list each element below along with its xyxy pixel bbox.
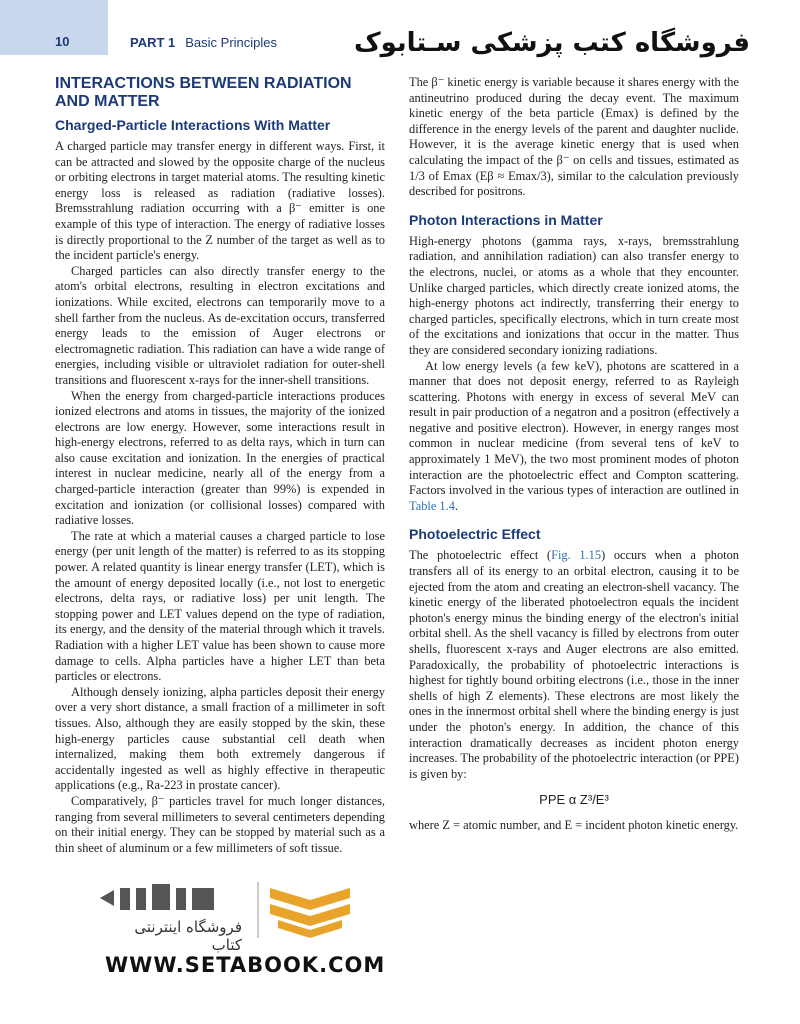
right-column: [409, 75, 739, 834]
left-column: [55, 75, 385, 856]
section-title: INTERACTIONS BETWEEN RADIATION AND MATTER: [55, 75, 352, 110]
paragraph: The β⁻ kinetic energy is variable because it shares energy with the antineutrino produced during the decay event. The maximum kinetic energy of the beta particle (Emax) is defined by the difference in the energy levels of the parent and daughter nuclide. However, it is the average kinetic energy that is used when calculating the impact of the β⁻ on cells and tissues, estimated as 1/3 of Emax (Eβ ≈ Emax/3), similar to the calculation previously described for positrons.: [409, 75, 739, 199]
table-link[interactable]: Table 1.4: [409, 498, 455, 513]
paragraph: Comparatively, β⁻ particles travel for much longer distances, ranging from several millimeters to several centimeters depending on their initial energy. They can be stopped by material such as a thin sheet of aluminum or a few millimeters of soft tissue.: [55, 793, 385, 855]
paragraph: [409, 359, 739, 515]
subheading-photon-interactions: Photon Interactions in Matter: [409, 211, 603, 228]
part-label: PART 1: [130, 35, 176, 50]
part-title: Basic Principles: [185, 35, 278, 50]
paragraph: High-energy photons (gamma rays, x-rays, bremsstrahlung radiation, and annihilation radiation) can also transfer energy to the electrons, nuclei, or atoms as a whole that they encounter. Unlike charged particles, which directly create ionized atoms, the high-energy photons act indirectly, transferring their energy to charged particles, specifically electrons, which in turn create most of the excitations and ionizations that occur in the matter. Thus they are considered secondary ionizing radiations.: [409, 233, 739, 357]
paragraph-text: The photoelectric effect (: [409, 548, 552, 563]
paragraph: When the energy from charged-particle interactions produces ionized electrons and atoms in tissues, the majority of the ionized electrons are low energy. However, some interactions result in high-energy electrons, referred to as delta rays, which in turn can also cause excitation and ionization. In the energies of practical interest in nuclear medicine, nearly all of the energy from a charged-particle interaction (greater than 99%) is expended in excitation and ionization (or collisional losses) compared with radiative losses.: [55, 388, 385, 528]
logo-url: WWW.SETABOOK.COM: [105, 953, 386, 977]
subheading-charged-particle: Charged-Particle Interactions With Matter: [55, 117, 331, 133]
paragraph-text: ) occurs when a photon transfers all of its energy to an orbital electron, causing it to be ejected from the atom and creating an electron-shell vacancy. The kinetic energy of the liberated photoelectron equals the incident photon's energy minus the binding energy of the electron's initial orbital shell. As the shell vacancy is filled by electrons from outer shells, fluorescent x-rays and Auger electrons are also emitted. Paradoxically, the probability of photoelectric interactions is highest for tightly bound orbiting electrons (i.e., those in the inner shells of high Z elements). These electrons are most likely the ones in the innermost orbital shell where the binding energy is just under the photon's energy. In addition, the chance of this interaction dramatically decreases as incident photon energy increases. The probability of the photoelectric interaction (or PPE) is given by:: [409, 548, 739, 781]
page-number: 10: [55, 34, 70, 49]
subheading-photoelectric: Photoelectric Effect: [409, 526, 541, 543]
figure-link[interactable]: Fig. 1.15: [551, 548, 602, 563]
paragraph: [409, 548, 739, 782]
logo-caption: فروشگاه اینترنتی کتاب: [134, 918, 242, 954]
page-number-box: [0, 0, 108, 55]
paragraph: where Z = atomic number, and E = incident photon kinetic energy.: [409, 817, 739, 832]
formula: PPE α Z³/E³: [539, 792, 609, 808]
paragraph: Charged particles can also directly transfer energy to the atom's orbital electrons, resulting in electron excitations and ionizations. While excited, electrons can temporarily move to a shell farther from the nucleus. As de-excitation occurs, transferred energy leads to the emission of Auger electrons or electromagnetic radiation. This radiation can have a wide range of energies, including visible or ultraviolet radiation for outer-shell transitions and fluorescent x-rays for the inner-shell transitions.: [55, 263, 385, 387]
paragraph: Although densely ionizing, alpha particles deposit their energy over a very short distance, a small fraction of a millimeter in soft tissues. Also, although they are easily stopped by the skin, these high-energy particles cause substantial cell death when internalized, making them both extremely dangerous if accidentally ingested as well as highly effective in therapeutic applications (e.g., Ra-223 in prostate cancer).: [55, 684, 385, 793]
watermark-title: فروشگاه کتب پزشکی سـتابوک: [353, 28, 750, 58]
paragraph-end: .: [454, 498, 459, 513]
paragraph: The rate at which a material causes a charged particle to lose energy (per unit length of the matter) is referred to as its stopping power. A related quantity is linear energy transfer (LET), which is the amount of energy deposited locally (i.e., not lost to energetic electrons, delta rays, or radiative loss) per unit length. The stopping power and LET values depend on the type of radiation, its energy, and the density of the material through which it travels. Radiation with a higher LET value has been shown to cause more damage to cells. Alpha particles have a higher LET than beta particles or electrons.: [55, 528, 385, 684]
running-header: [130, 35, 277, 50]
paragraph-text: At low energy levels (a few keV), photons are scattered in a manner that does not deposit energy, referred to as Rayleigh scattering. Photons with energy in excess of several MeV can result in pair production of a negatron and a positron (effectively a negative and positive electron). However, in energy ranges most common in nuclear medicine (from several tens of keV to approximately 1 MeV), the two most prominent modes of photon interaction are the photoelectric effect and Compton scattering. Factors involved in the various types of interaction are outlined in: [409, 358, 739, 498]
paragraph: A charged particle may transfer energy in different ways. First, it can be attracted and slowed by the opposite charge of the nucleus or orbiting electrons in target material atoms. The resulting kinetic energy loss is released as radiation (radiative losses). Bremsstrahlung radiation occurring with a β⁻ emitter is one example of this type of interaction. The energy of radiative losses is directly proportional to the Z number of the target as well as to the incident particle's energy.: [55, 139, 385, 263]
